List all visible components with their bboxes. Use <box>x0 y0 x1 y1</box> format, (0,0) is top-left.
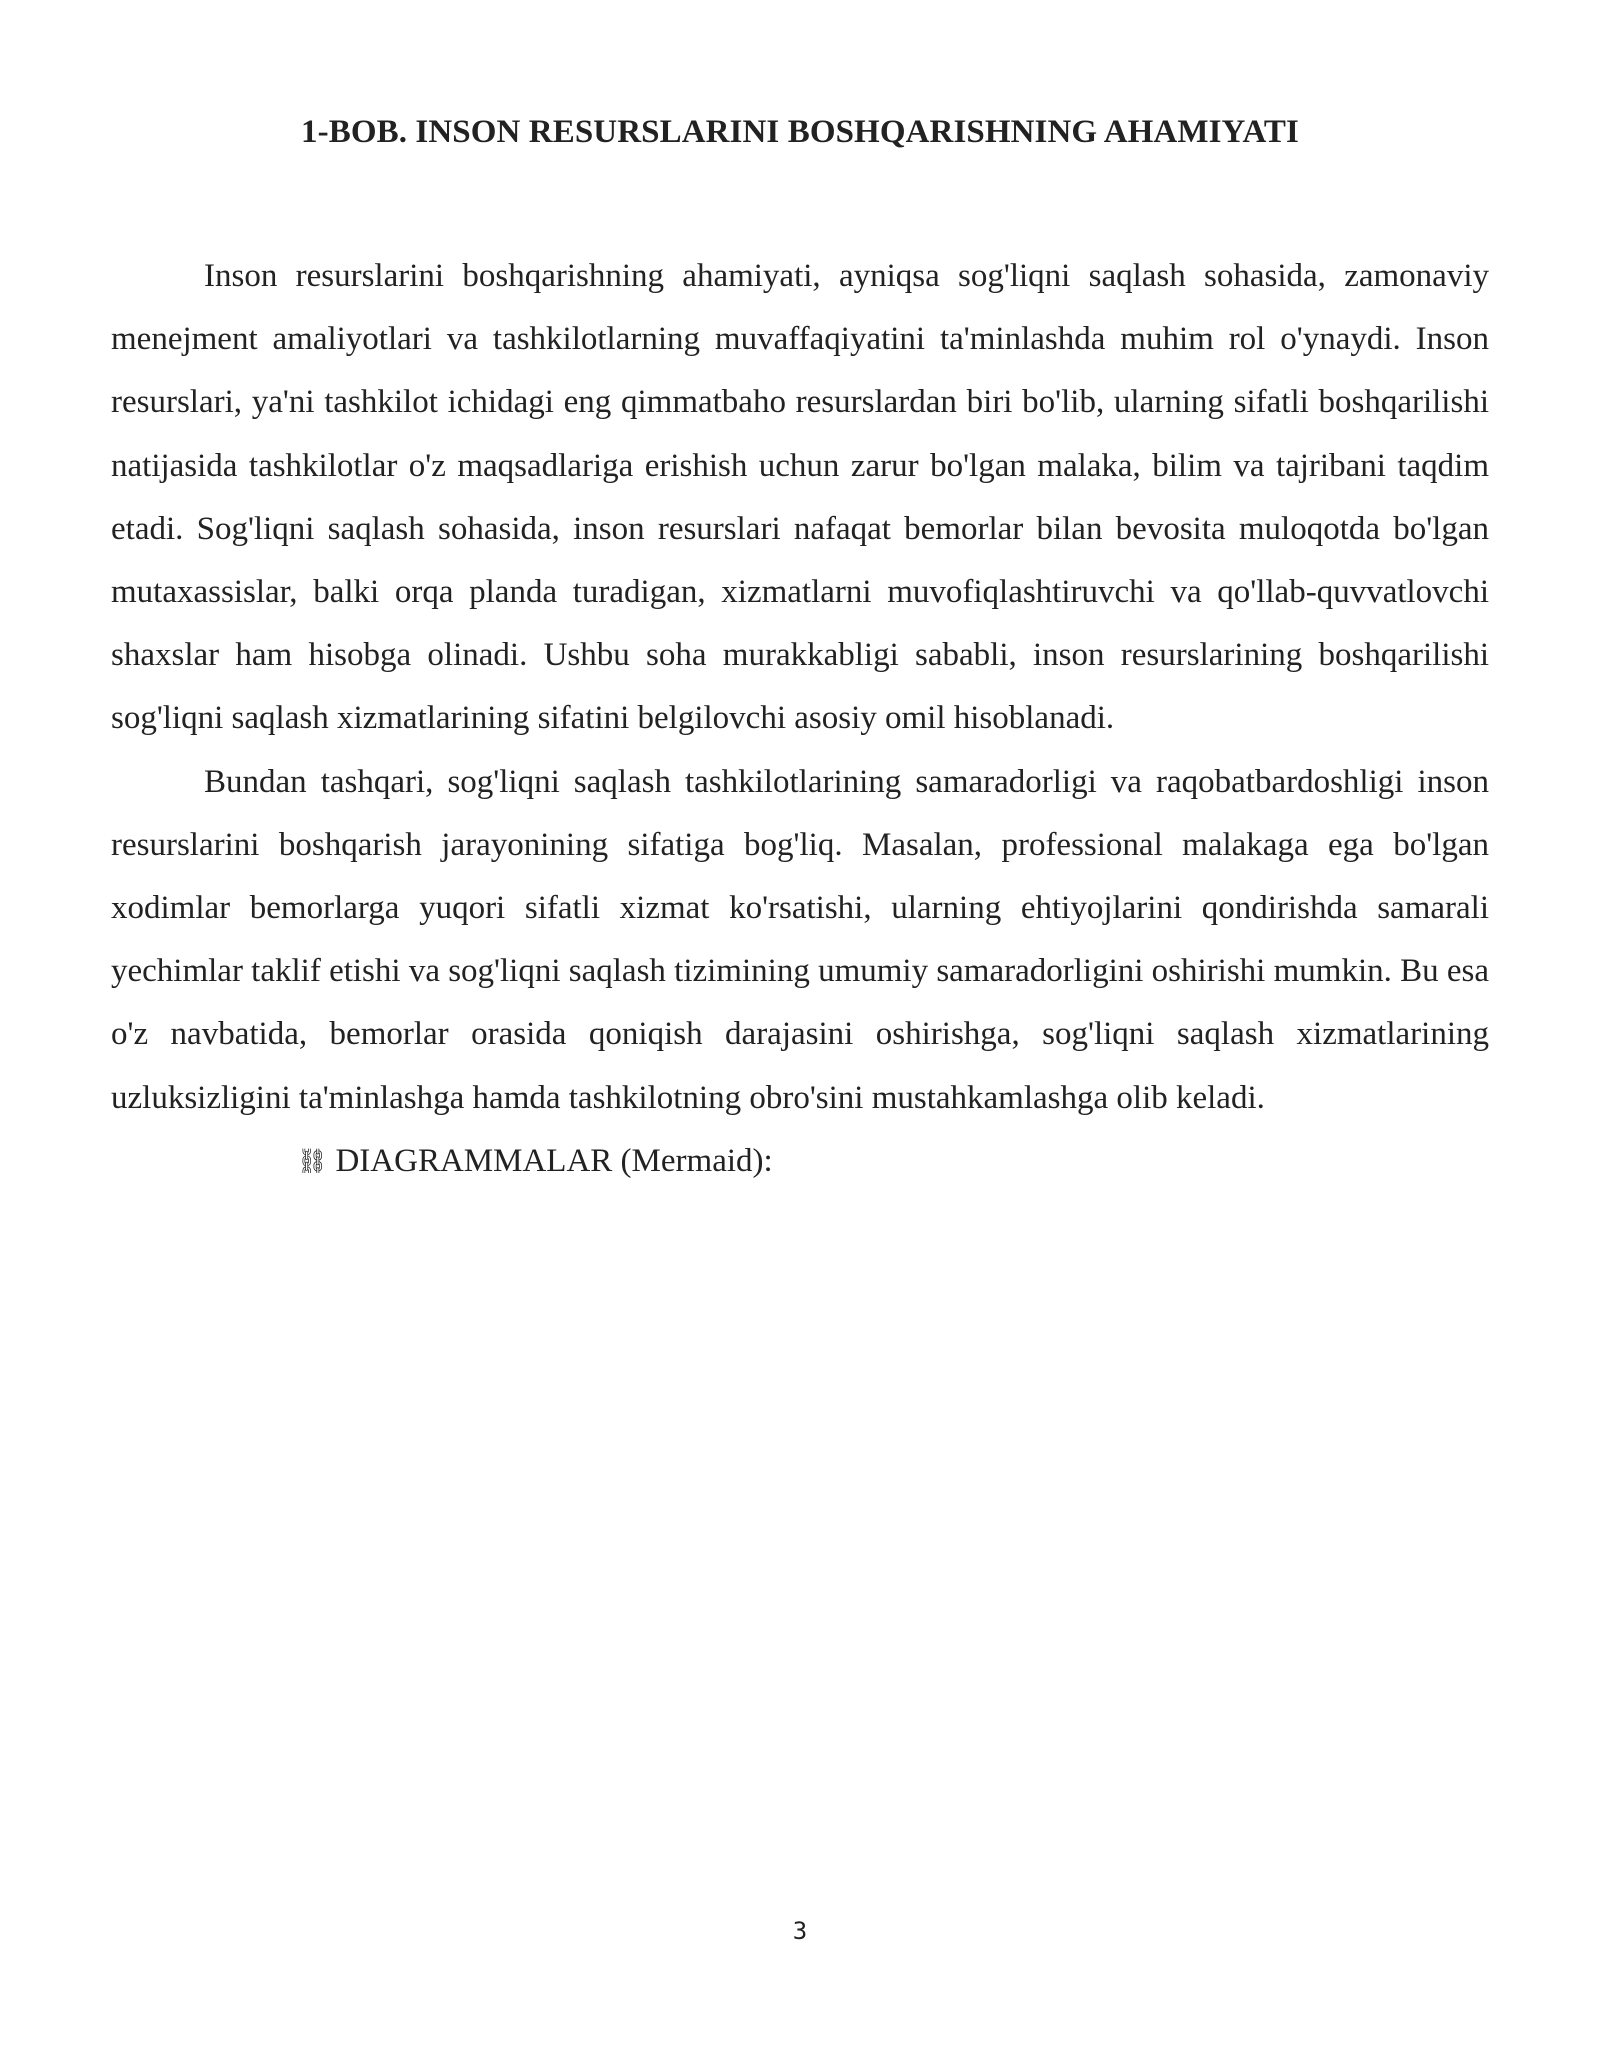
page-number: 3 <box>792 1917 808 1945</box>
diagram-heading <box>111 1130 1489 1193</box>
paragraph-2: Bundan tashqari, sog'liqni saqlash tashkilotlarining samaradorligi va raqobatbardoshligi inson resurslarini boshqarish jarayonining sifatiga bog'liq. Masalan, professional malakaga ega bo'lgan xodimlar bemorlarga yuqori sifatli xizmat ko'rsatishi, ularning ehtiyojlarini qondirishda samarali yechimlar taklif etishi va sog'liqni saqlash tizimining umumiy samaradorligini oshirishi mumkin. Bu esa o'z navbatida, bemorlar orasida qoniqish darajasini oshirishga, sog'liqni saqlash xizmatlarining uzluksizligini ta'minlashga hamda tashkilotning obro'sini mustahkamlashga olib keladi. <box>111 763 1490 1116</box>
document-body <box>111 245 1489 1193</box>
chain-link-icon: ⛓ <box>297 1146 328 1175</box>
paragraph-1: Inson resurslarini boshqarishning ahamiyati, ayniqsa sog'liqni saqlash sohasida, zamonaviy menejment amaliyotlari va tashkilotlarning muvaffaqiyatini ta'minlashda muhim rol o'ynaydi. Inson resurslari, ya'ni tashkilot ichidagi eng qimmatbaho resurslardan biri bo'lib, ularning sifatli boshqarilishi natijasida tashkilotlar o'z maqsadlariga erishish uchun zarur bo'lgan malaka, bilim va tajribani taqdim etadi. Sog'liqni saqlash sohasida, inson resurslari nafaqat bemorlar bilan bevosita muloqotda bo'lgan mutaxassislar, balki orqa planda turadigan, xizmatlarni muvofiqlashtiruvchi va qo'llab-quvvatlovchi shaxslar ham hisobga olinadi. Ushbu soha murakkabligi sababli, inson resurslarining boshqarilishi sog'liqni saqlash xizmatlarining sifatini belgilovchi asosiy omil hisoblanadi. <box>111 258 1489 737</box>
diagram-heading-label: DIAGRAMMALAR (Mermaid): <box>335 1142 773 1179</box>
chapter-title: 1-BOB. INSON RESURSLARINI BOSHQARISHNING AHAMIYATI <box>301 114 1299 150</box>
